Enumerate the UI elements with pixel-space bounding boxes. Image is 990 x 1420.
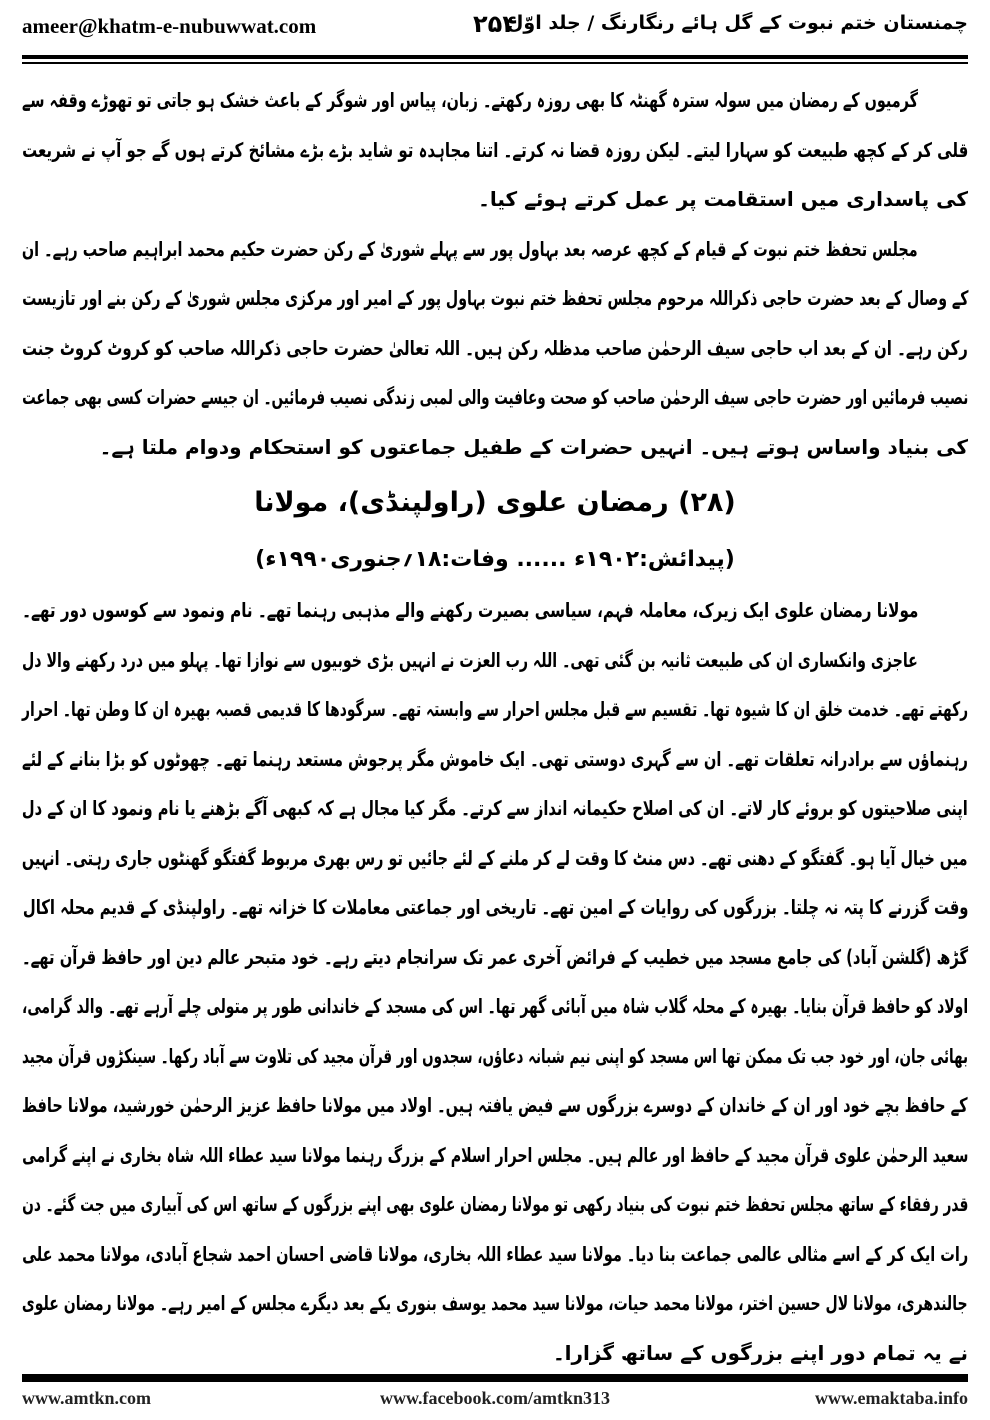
text-line (22, 784, 968, 834)
text-line-content: رات ایک کر کے اسے مثالی عالمی جماعت بنا دیا۔ مولانا سید عطاء اللہ بخاری، مولانا قاضی احسان احمد شجاع آبادی، مولانا محمد علی (21, 1241, 968, 1266)
text-line (22, 175, 968, 225)
header-email: ameer@khatm-e-nubuwwat.com (22, 14, 317, 38)
bottom-paragraphs (22, 586, 968, 1378)
text-line (22, 586, 968, 636)
text-line-content: نصیب فرمائیں اور حضرت حاجی سیف الرحمٰن صاحب کو صحت وعافیت والی لمبی زندگی نصیب فرمائیں۔ ان جیسے حضرات کسی بھی جماعت (21, 385, 968, 409)
text-line-content: اولاد کو حافظ قرآن بنایا۔ بھیرہ کے محلہ گلاب شاہ میں آبائی گھر تھا۔ اس کی مسجد کے خاندانی طور پر متولی چلے آرہے تھے۔ والد گرامی، (21, 994, 968, 1018)
text-line (22, 1081, 968, 1131)
text-line-content: رہنماؤں سے برادرانہ تعلقات تھے۔ ان سے گہری دوستی تھی۔ ایک خاموش مگر پرجوش مستعد رہنما تھے۔ چھوٹوں کو بڑا بنانے کے لئے (22, 746, 968, 771)
text-line (22, 1279, 968, 1329)
section-heading: (۲۸) رمضان علوی (راولپنڈی)، مولانا (254, 487, 736, 518)
text-line-content: کے وصال کے بعد حضرت حاجی ذکراللہ مرحوم مجلس تحفظ ختم نبوت بہاول پور کے امیر اور مرکزی مجلس شوریٰ کے رکن بنے اور تازیست (21, 286, 968, 310)
text-line (22, 324, 968, 374)
top-paragraphs (22, 76, 968, 472)
text-line-content: اپنی صلاحیتوں کو بروئے کار لاتے۔ ان کی اصلاح حکیمانہ انداز سے کرتے۔ مگر کیا مجال ہے کہ کبھی آگے بڑھنے یا نام ونمود کا ان کے دل (22, 796, 968, 820)
text-line (22, 982, 968, 1032)
header-rule (22, 55, 968, 59)
text-line (22, 76, 968, 126)
text-line (22, 933, 968, 983)
text-line-content: مجلس تحفظ ختم نبوت کے قیام کے کچھ عرصہ بعد بہاول پور سے پہلے شوریٰ کے رکن حضرت حکیم محمد ابراہیم صاحب رہے۔ ان (22, 236, 918, 261)
header-rule-thin (22, 62, 968, 64)
text-line-content: کی پاسداری میں استقامت پر عمل کرتے ہوئے کیا۔ (478, 187, 968, 211)
footer-rule (22, 1374, 968, 1382)
text-line (22, 274, 968, 324)
page-body (22, 76, 968, 1378)
text-line-content: گڑھ (گلشن آباد) کی جامع مسجد میں خطیب کے فرائض آخری عمر تک سرانجام دیتے رہے۔ خود متبحر عالم دین اور حافظ قرآن تھے۔ (21, 944, 968, 969)
text-line-content: سعید الرحمٰن علوی قرآن مجید کے حافظ اور عالم ہیں۔ مجلس احرار اسلام کے بزرگ رہنما مولانا سید عطاء اللہ شاہ بخاری نے اپنے گرامی (21, 1142, 968, 1167)
text-line-content: کے حافظ بچے خود اور ان کے خاندان کے دوسرے بزرگوں سے فیض یافتہ ہیں۔ اولاد میں مولانا حافظ عزیز الرحمٰن خورشید، مولانا حافظ (22, 1093, 968, 1117)
text-line (22, 636, 968, 686)
text-line (22, 883, 968, 933)
page-header (22, 8, 968, 48)
text-line-content: میں خیال آیا ہو۔ گفتگو کے دھنی تھے۔ دس منٹ کا وقت لے کر ملنے کے لئے جائیں تو رس بھری مربوط گفتگو گھنٹوں جاری رہتی۔ انہیں (22, 845, 968, 870)
text-line-content: قلی کر کے کچھ طبیعت کو سہارا لیتے۔ لیکن روزہ قضا نہ کرتے۔ اتنا مجاہدہ تو شاید بڑے بڑے مشائخ کرتے ہوں گے جو آپ نے شریعت (21, 137, 968, 162)
section-dates: (پیدائش:۱۹۰۲ء ...... وفات:۱۸؍جنوری۱۹۹۰ء) (255, 547, 735, 572)
text-line (22, 225, 968, 275)
text-line-content: قدر رفقاء کے ساتھ مجلس تحفظ ختم نبوت کی بنیاد رکھی تو مولانا رمضان علوی بھی اپنے بزرگوں کے ساتھ اس کی آبیاری میں جت گئے۔ دن (21, 1192, 968, 1216)
text-line (22, 373, 968, 423)
text-line (22, 423, 968, 473)
footer-link-amtkn[interactable]: www.amtkn.com (22, 1388, 151, 1408)
footer-link-emaktaba[interactable]: www.emaktaba.info (814, 1388, 968, 1408)
page-number: ۲۵۴ (473, 10, 517, 38)
text-line-content: رکن رہے۔ ان کے بعد اب حاجی سیف الرحمٰن صاحب مدظلہ رکن ہیں۔ اللہ تعالیٰ حضرت حاجی ذکراللہ صاحب کو کروٹ کروٹ جنت (22, 335, 968, 360)
text-line-content: بھائی جان، اور خود جب تک ممکن تھا اس مسجد کو اپنی نیم شبانہ دعاؤں، سجدوں اور قرآن مجید کی تلاوت سے آباد رکھا۔ سینکڑوں قرآن مجید (21, 1043, 968, 1068)
text-line-content: عاجزی وانکساری ان کی طبیعت ثانیہ بن گئی تھی۔ اللہ رب العزت نے انہیں بڑی خوبیوں سے نوازا تھا۔ پہلو میں درد رکھنے والا دل (22, 647, 918, 672)
text-line (22, 1180, 968, 1230)
text-line (22, 1230, 968, 1280)
text-line (22, 126, 968, 176)
text-line-content: مولانا رمضان علوی ایک زیرک، معاملہ فہم، سیاسی بصیرت رکھنے والے مذہبی رہنما تھے۔ نام ونمود سے کوسوں دور تھے۔ (21, 598, 918, 622)
text-line-content: جالندھری، مولانا لال حسین اختر، مولانا محمد حیات، مولانا سید محمد یوسف بنوری یکے بعد دیگرے مجلس کے امیر رہے۔ مولانا رمضان علوی (22, 1291, 968, 1315)
text-line-content: نے یہ تمام دور اپنے بزرگوں کے ساتھ گزارا۔ (552, 1340, 968, 1365)
text-line (22, 1131, 968, 1181)
text-line (22, 685, 968, 735)
text-line-content: رکھتے تھے۔ خدمت خلق ان کا شیوہ تھا۔ تقسیم سے قبل مجلس احرار سے وابستہ تھے۔ سرگودھا کا قدیمی قصبہ بھیرہ ان کا وطن تھا۔ احرار (21, 697, 968, 721)
text-line-content: وقت گزرنے کا پتہ نہ چلتا۔ بزرگوں کی روایات کے امین تھے۔ تاریخی اور جماعتی معاملات کا خزانہ تھے۔ راولپنڈی کے قدیم محلہ اکال (22, 895, 968, 919)
book-title: چمنستان ختم نبوت کے گل ہائے رنگارنگ / جلد اوّل (506, 12, 968, 34)
text-line (22, 1329, 968, 1379)
text-line (22, 1032, 968, 1082)
text-line-content: کی بنیاد واساس ہوتے ہیں۔ انہیں حضرات کے طفیل جماعتوں کو استحکام ودوام ملتا ہے۔ (99, 434, 968, 459)
text-line (22, 834, 968, 884)
footer-link-facebook[interactable]: www.facebook.com/amtkn313 (380, 1388, 610, 1408)
text-line-content: گرمیوں کے رمضان میں سولہ سترہ گھنٹہ کا بھی روزہ رکھتے۔ زبان، پیاس اور شوگر کے باعث خشک ہو جاتی تو تھوڑے وقفہ سے (22, 88, 918, 112)
text-line (22, 735, 968, 785)
